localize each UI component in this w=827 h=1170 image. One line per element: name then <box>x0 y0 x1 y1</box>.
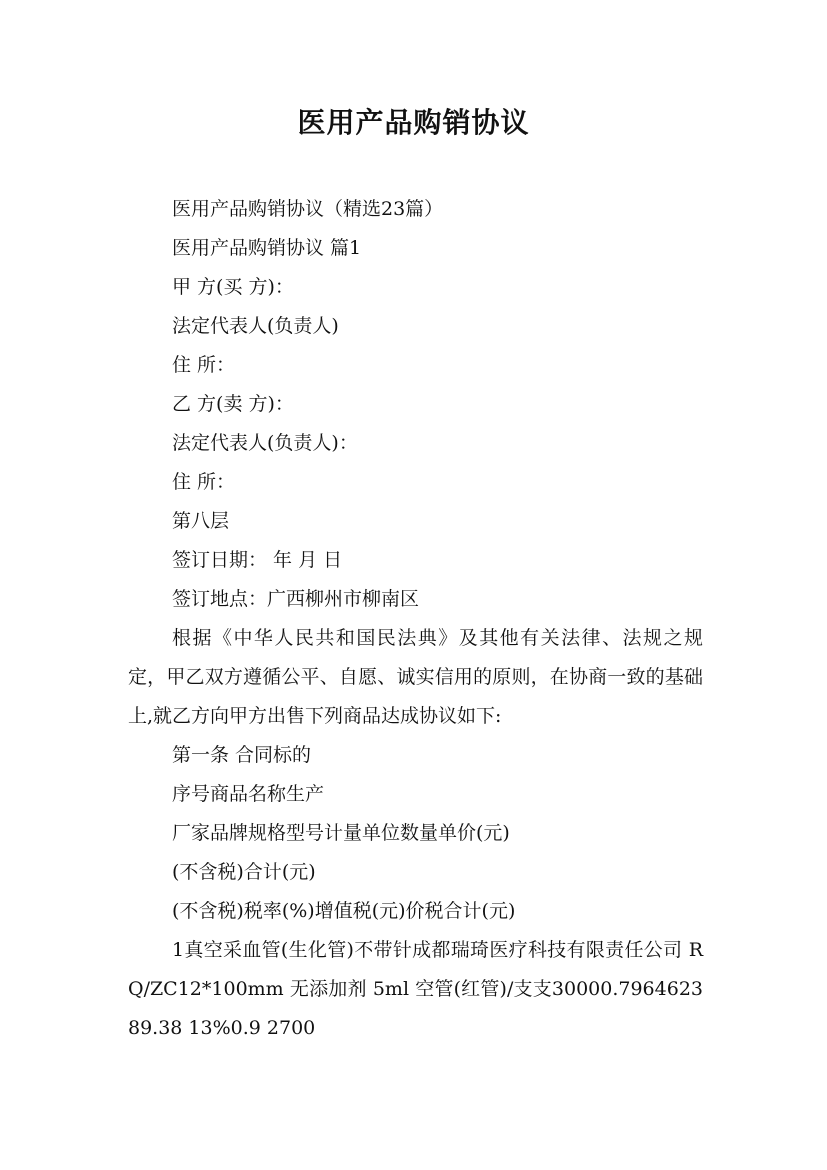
text-line: 签订日期： 年 月 日 <box>172 549 343 571</box>
text-line: 法定代表人(负责人)： <box>172 432 358 454</box>
document-body <box>128 190 703 1048</box>
text-line: 第一条 合同标的 <box>172 744 312 766</box>
paragraph-basis: 根据《中华人民共和国民法典》及其他有关法律、法规之规定，甲乙双方遵循公平、自愿、诚实信用的原则，在协商一致的基础上,就乙方向甲方出售下列商品达成协议如下: <box>128 627 703 727</box>
text-line: 签订地点：广西柳州市柳南区 <box>172 588 420 610</box>
text-line: (不含税)税率(%)增值税(元)价税合计(元) <box>172 900 516 922</box>
text-line: 医用产品购销协议 篇1 <box>172 237 362 259</box>
text-line: 医用产品购销协议（精选23篇） <box>172 198 444 220</box>
text-line: 乙 方(卖 方)： <box>172 393 294 415</box>
text-line: 住 所： <box>172 354 236 376</box>
paragraph-item: 1真空采血管(生化管)不带针成都瑞琦医疗科技有限责任公司 RQ/ZC12*100mm 无添加剂 5ml 空管(红管)/支支30000.796462389.38 13%0.9 2700 <box>128 939 703 1039</box>
text-line: 法定代表人(负责人) <box>172 315 339 337</box>
text-line: 住 所： <box>172 471 236 493</box>
text-line: 甲 方(买 方)： <box>172 276 294 298</box>
text-line: 厂家品牌规格型号计量单位数量单价(元) <box>172 822 510 844</box>
text-line: 序号商品名称生产 <box>172 783 325 805</box>
text-line: 第八层 <box>172 510 230 532</box>
text-line: (不含税)合计(元) <box>172 861 316 883</box>
document-title: 医用产品购销协议 <box>297 106 530 139</box>
